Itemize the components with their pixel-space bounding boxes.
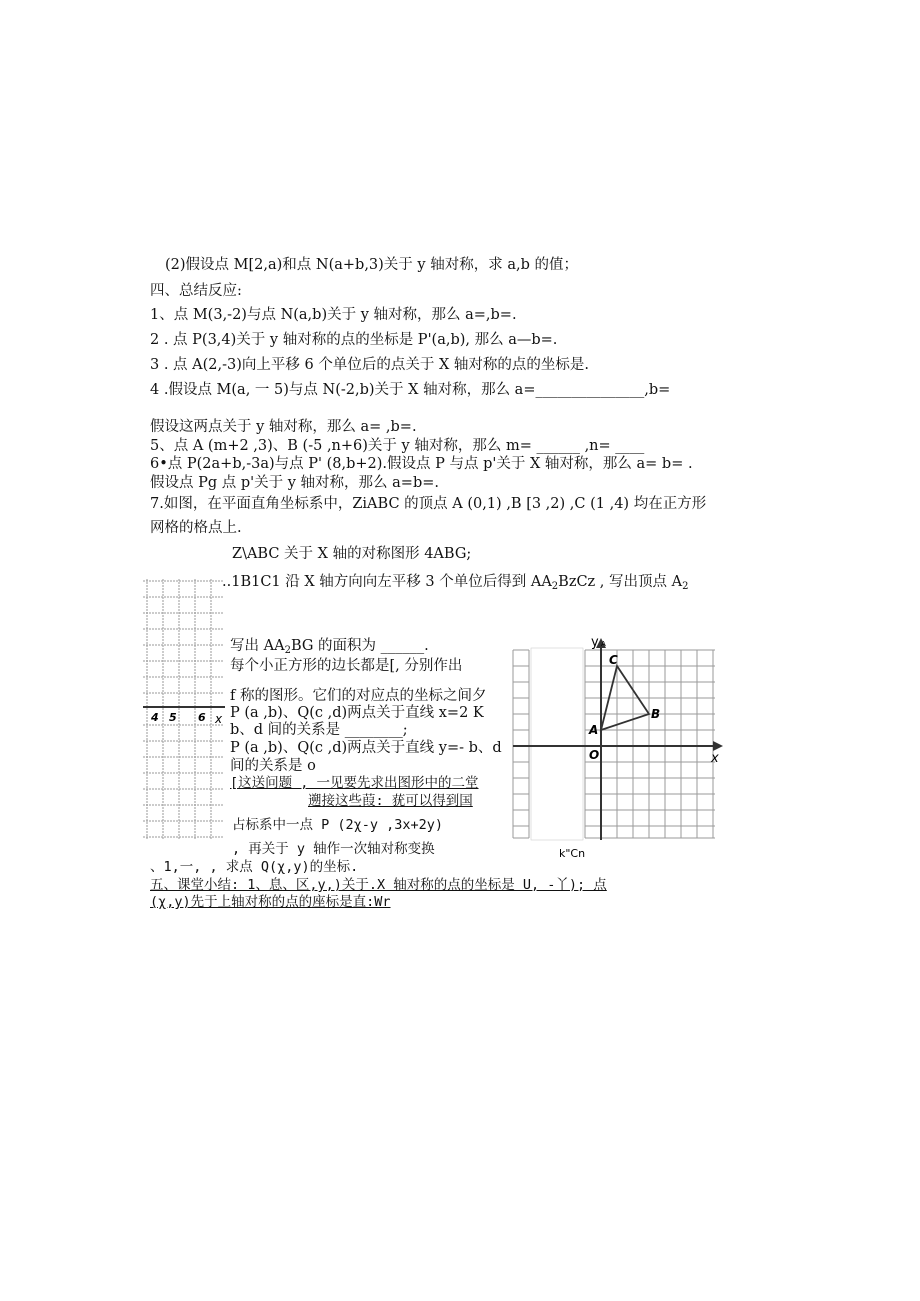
summary-line-2: (χ,y)先于上轴对称的点的座标是直:Wr	[150, 894, 391, 910]
point-a-label: A	[589, 723, 599, 737]
item-7-part-1: Z\ABC 关于 X 轴的对称图形 4ABG;	[232, 546, 472, 562]
figure-caption: k"Cn	[559, 847, 586, 860]
origin-label: O	[589, 748, 600, 762]
item-6: 6•点 P(2a+b,-3a)与点 P' (8,b+2).假设点 P 与点 p'关于 X 轴对称，那么 a= b= .	[150, 456, 693, 472]
right-y-axis-label-suffix: A	[601, 640, 606, 648]
side-line-6: 间的关系是 o	[230, 758, 316, 774]
point-c-label: C	[609, 653, 618, 667]
tick-label-6: 6	[198, 711, 206, 724]
point-b-label: B	[651, 707, 661, 721]
item-1: 1、点 M(3,-2)与点 N(a,b)关于 y 轴对称，那么 a=,b=.	[150, 307, 517, 323]
section-4-title: 四、总结反应:	[150, 283, 242, 299]
item-7: 7.如图，在平面直角坐标系中，ZiABC 的顶点 A (0,1) ,B [3 ,2) ,C (1 ,4) 均在正方形	[150, 496, 707, 512]
summary-line-1: 五、课堂小结: 1、息、区,y,)关于.X 轴对称的点的坐标是 U, -丫); 点	[150, 877, 607, 893]
side-line-9: 占标系中一点 P (2χ-y ,3x+2y)	[232, 817, 444, 833]
side-line-8: 遡接这些葭: 莸可以得到国	[308, 793, 473, 809]
area-question: 写出 $AA_2BG$ 的面积为 ______.	[230, 638, 429, 656]
left-grid-figure	[143, 577, 228, 842]
x-axis-arrow	[713, 741, 723, 751]
item-3: 3 . 点 A(2,-3)向上平移 6 个单位后的点关于 X 轴对称的点的坐标是.	[150, 357, 589, 373]
item-2: 2 . 点 P(3,4)关于 y 轴对称的点的坐标是 P'(a,b), 那么 a—b=.	[150, 332, 558, 348]
side-line-5: P (a ,b)、Q(c ,d)两点关于直线 y=- b、d	[230, 740, 502, 756]
left-grid-lines	[143, 579, 223, 839]
blank-strip	[531, 648, 583, 840]
left-x-axis-label: x	[215, 712, 223, 726]
side-line-1: 每个小正方形的边长都是[, 分别作出	[230, 658, 463, 674]
right-coordinate-figure	[505, 630, 735, 860]
item-6-followup: 假设点 Pg 点 p'关于 y 轴对称，那么 a=b=.	[150, 475, 439, 491]
side-line-2: f 称的图形。它们的对应点的坐标之间夕	[230, 688, 487, 704]
right-y-axis-label: y	[591, 635, 599, 650]
item-4-followup: 假设这两点关于 y 轴对称，那么 a= ,b=.	[150, 419, 417, 435]
item-5: 5、点 A (m+2 ,3)、B (-5 ,n+6)关于 y 轴对称，那么 m= ______ ,n= ____	[150, 438, 645, 454]
tick-label-4: 4	[151, 711, 159, 724]
side-line-4: b、d 间的关系是 ________;	[230, 722, 408, 738]
tick-label-5: 5	[169, 711, 177, 724]
side-line-7: [这送问题 , 一见要先求出图形中的二堂	[230, 775, 479, 791]
side-line-3: P (a ,b)、Q(c ,d)两点关于直线 x=2 K	[230, 705, 484, 721]
item-7-part-2: ..1B1C1 沿 X 轴方向向左平移 3 个单位后得到 $AA_2BzCz$ , 写出顶点 $A_2$	[222, 574, 689, 592]
side-line-11: 、1,一, , 求点 Q(χ,y)的坐标.	[150, 859, 359, 875]
item-7-continuation: 网格的格点上.	[150, 520, 242, 536]
right-x-axis-label: x	[711, 751, 719, 766]
side-line-10: , 再关于 y 轴作一次轴对称变换	[232, 841, 435, 857]
item-4: 4 .假设点 M(a, 一 5)与点 N(-2,b)关于 X 轴对称，那么 a=_______________,b=	[150, 382, 671, 398]
question-2: (2)假设点 M[2,a)和点 N(a+b,3)关于 y 轴对称，求 a,b 的值；	[165, 257, 578, 273]
